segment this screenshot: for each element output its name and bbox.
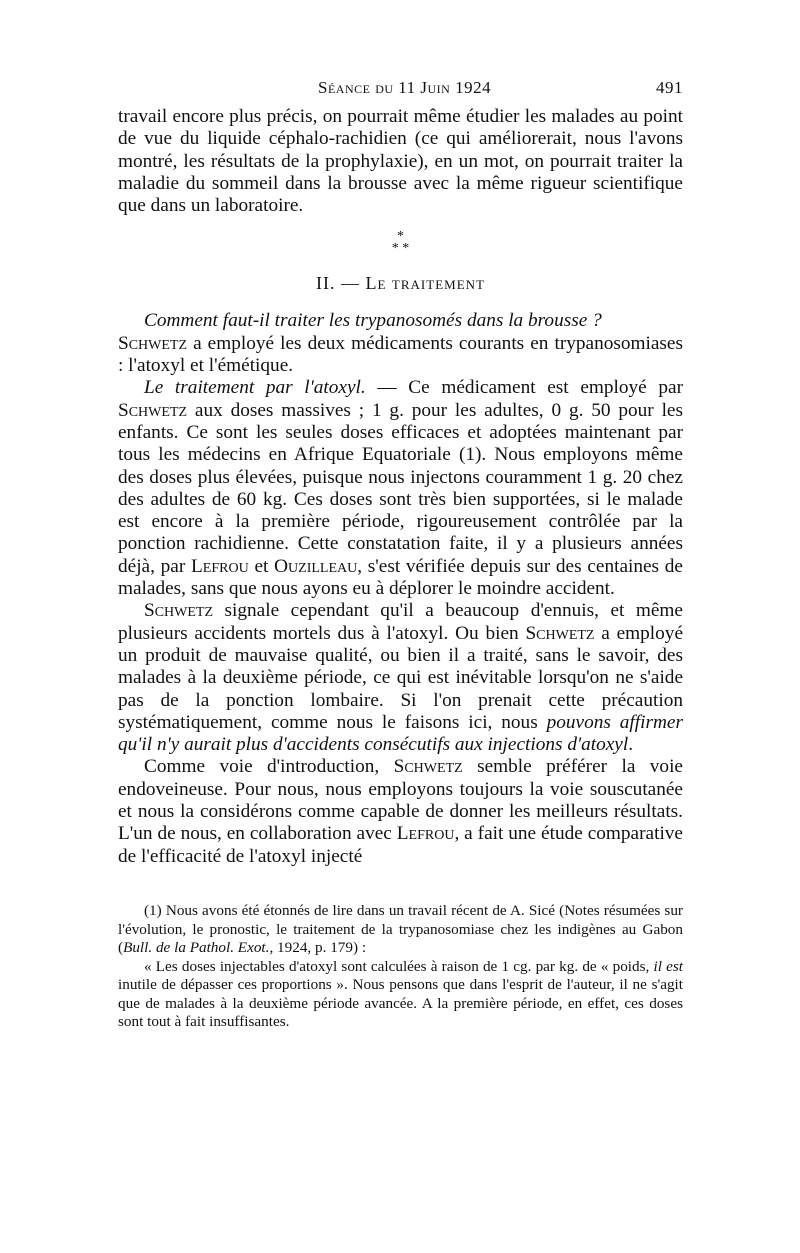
section-heading (118, 273, 683, 294)
footnote-1-quote (118, 958, 683, 1032)
footnote-1-text-1: (1) Nous avons été étonnés de lire dans un travail récent de A. Sicé (Notes résumées sur l'évolution, le pronostic, le traitement de la trypanosomiase chez les indigènes au Gabon ( (118, 901, 683, 957)
question-text: Comment faut-il traiter les trypanosomés dans la brousse ? (144, 310, 602, 332)
author-name: Lefrou (191, 555, 249, 577)
paragraph-3-text-2: aux doses massives ; 1 g. pour les adultes, 0 g. 50 pour les enfants. Ce sont les seules doses efficaces et adoptées maintenant par tous les médecins en Afrique Equatoriale (1). Nous employons même des doses plus élevées, puisque nous injectons couramment 1 g. 20 chez des adultes de 60 kg. Ces doses sont très bien supportées, si le malade est encore à la première période, rigoureusement contrôlée par la ponction rachidienne. Cette constatation faite, il y a plusieurs années déjà, par (118, 399, 683, 577)
footnote-1 (118, 902, 683, 958)
subheading-atoxyl: Le traitement par l'atoxyl. (144, 377, 366, 399)
paragraph-4 (118, 600, 683, 756)
paragraph-4-text-3: . (628, 734, 634, 756)
paragraph-4-text-1: signale cependant qu'il a beaucoup d'ennuis, et même plusieurs accidents mortels dus à l'atoxyl. Ou bien (118, 600, 683, 644)
footnote-quote-text-1: « Les doses injectables d'atoxyl sont calculées à raison de 1 cg. par kg. de « poids, (144, 957, 654, 975)
emphasized-claim: pouvons affirmer qu'il n'y aurait plus d'accidents consécutifs aux injections d'atoxyl (118, 711, 683, 756)
section-dash: — (341, 273, 360, 294)
running-title: Séance du 11 Juin 1924 (318, 78, 492, 97)
running-header (118, 78, 683, 106)
author-name: Ouzilleau (274, 555, 358, 577)
paragraph-5-text-3: , a fait une étude comparative de l'efficacité de l'atoxyl injecté (118, 823, 683, 867)
separator-stars-bottom: * * (391, 241, 410, 257)
footnotes (118, 902, 683, 1032)
paragraph-4-text-2: a employé un produit de mauvaise qualité, ou bien il a traité, sans le savoir, des malades à la deuxième période, ce qui est inévitable lorsqu'on ne s'aide pas de la ponction lombaire. Si l'on prenait cette précaution systématiquement, comme nous le faisons ici, nous (118, 622, 684, 733)
author-name: Schwetz (144, 600, 214, 622)
footnote-quote-text-2: inutile de dépasser ces proportions ». Nous pensons que dans l'esprit de l'auteur, il ne s'agit que de malades à la deuxième période avancée. A la première période, en effet, ces doses sont tout à fait insuffisantes. (118, 976, 683, 1031)
section-title: Le traitement (365, 273, 485, 294)
paragraph-1: travail encore plus précis, on pourrait même étudier les malades au point de vue du liquide céphalo-rachidien (ce qui améliorerait, nous l'avons montré, les résultats de la prophylaxie), en un mot, on pourrait traiter la maladie du sommeil dans la brousse avec la même rigueur scientifique que dans un laboratoire. (118, 106, 683, 217)
paragraph-3-text-1: — Ce médicament est employé par (365, 377, 683, 399)
footnote-emphasis: il est (653, 957, 683, 975)
paragraph-2-text: a employé les deux médicaments courants en trypanosomiases : l'atoxyl et l'émétique. (118, 332, 683, 377)
section-numeral: II. (316, 273, 336, 294)
page-number: 491 (656, 78, 683, 97)
paragraph-5-text-1: Comme voie d'introduction, (144, 756, 394, 778)
book-page (118, 78, 683, 1032)
paragraph-3-text-3: et (248, 555, 275, 577)
journal-title: Bull. de la Pathol. Exot. (123, 939, 270, 957)
paragraph-3 (118, 377, 683, 600)
footnote-1-text-2: , 1924, p. 179) : (269, 939, 367, 957)
author-name: Schwetz (118, 399, 188, 421)
paragraph-2 (118, 310, 683, 377)
author-name: Schwetz (118, 332, 188, 354)
paragraph-5-text-2: semble préférer la voie endoveineuse. Pour nous, nous employons toujours la voie souscutanée et nous la considérons comme capable de donner les meilleurs résultats. L'un de nous, en collaboration avec (118, 756, 683, 845)
author-name: Lefrou (396, 823, 455, 845)
section-separator (118, 231, 683, 255)
author-name: Schwetz (525, 622, 595, 644)
paragraph-5 (118, 756, 683, 867)
paragraph-3-text-4: , s'est vérifiée depuis sur des centaines de malades, sans que nous ayons eu à déplorer le moindre accident. (118, 555, 683, 600)
separator-star-top: * (397, 229, 404, 245)
author-name: Schwetz (393, 756, 463, 778)
